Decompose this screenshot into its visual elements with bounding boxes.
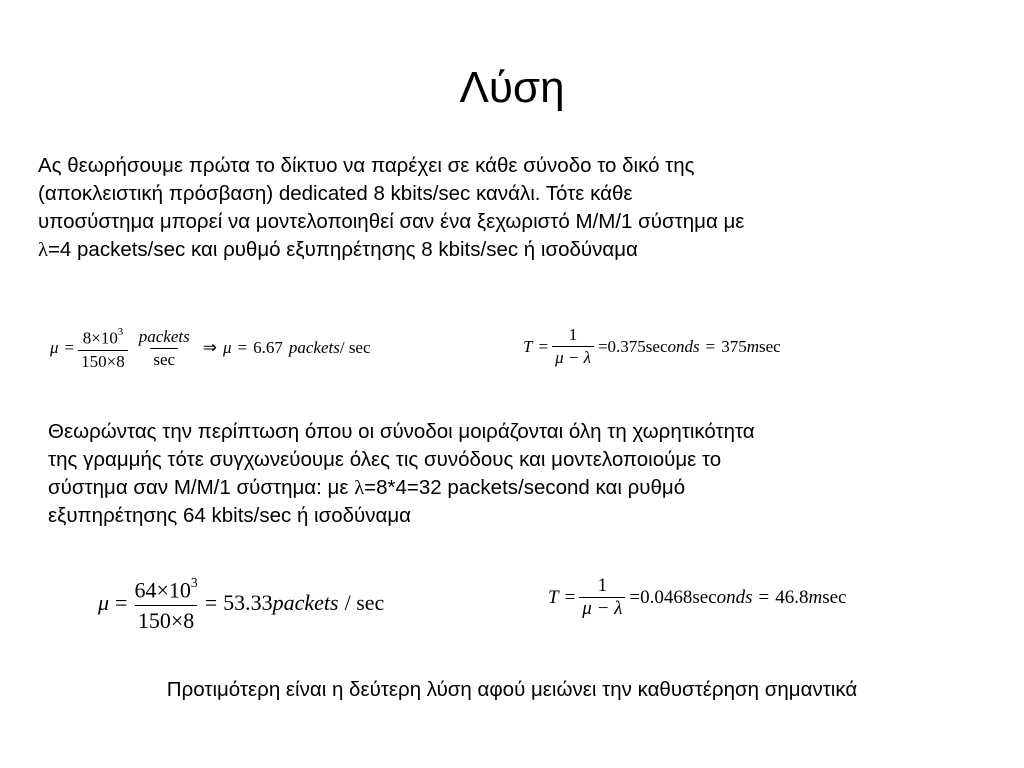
rate-unit-suffix: / sec [344, 590, 385, 616]
slide-title: Λύση [459, 63, 565, 112]
rate-denominator: 150×8 [78, 350, 128, 373]
equals-sign: = [597, 336, 608, 356]
rate-numerator: $8\times 10^3$ [82, 327, 124, 348]
delay-equation-1 [523, 324, 781, 369]
rate-unit: packets [272, 590, 339, 616]
intro-line-4 [38, 236, 744, 264]
lambda-symbol: λ [354, 477, 365, 499]
rate-value: 6.67 [253, 338, 283, 358]
service-rate-equation-1 [50, 324, 371, 373]
equals-sign: = [705, 336, 716, 356]
equals-sign: = [237, 338, 248, 358]
rate-value: 53.33 [223, 590, 273, 616]
delay-value-ms: 46.8 [775, 586, 809, 608]
equals-sign: = [204, 590, 218, 616]
T-symbol: T [523, 336, 533, 356]
delay-fraction [579, 575, 625, 620]
delay-denominator: μ − λ [552, 346, 594, 369]
equals-sign: = [564, 586, 576, 608]
equals-sign: = [115, 590, 128, 616]
rate-fraction [131, 570, 200, 636]
delay-equation-2 [548, 575, 847, 620]
sec-text: sec [822, 586, 847, 608]
onds-text: onds [716, 586, 753, 608]
sec-text: sec [645, 336, 668, 356]
rate-unit: packets [288, 338, 340, 358]
intro-line-1: Ας θεωρήσουμε πρώτα το δίκτυο να παρέχει σε κάθε σύνοδο το δικό της [38, 154, 695, 177]
rate-unit-suffix: / sec [339, 338, 371, 358]
mu-symbol: μ [98, 590, 110, 616]
delay-fraction [552, 324, 594, 369]
delay-numerator: 1 [597, 575, 608, 596]
sec-text: sec [759, 336, 781, 356]
onds-text: onds [667, 336, 700, 356]
mu-symbol: μ [222, 338, 232, 358]
unit-numerator: packets [138, 326, 190, 346]
lambda-symbol: λ [38, 239, 48, 261]
T-symbol: T [548, 586, 559, 608]
unit-fraction [136, 326, 193, 371]
shared-paragraph [48, 418, 755, 530]
shared-line-1: Θεωρώντας την περίπτωση όπου οι σύνοδοι μοιράζονται όλη τη χωρητικότητα [48, 420, 755, 443]
delay-value: 0.375 [607, 336, 646, 356]
milli-prefix: m [808, 586, 823, 608]
intro-line-2: (αποκλειστική πρόσβαση) dedicated 8 kbits/sec κανάλι. Τότε κάθε [38, 182, 633, 205]
delay-value: 0.0468 [640, 586, 693, 608]
intro-line-3: υποσύστημα μπορεί να μοντελοποιηθεί σαν ένα ξεχωριστό M/M/1 σύστημα με [38, 210, 745, 233]
delay-value-ms: 375 [721, 336, 747, 356]
shared-line-4: εξυπηρέτησης 64 kbits/sec ή ισοδύναμα [48, 504, 412, 527]
delay-denominator: μ − λ [579, 597, 625, 620]
sec-text: sec [692, 586, 717, 608]
milli-prefix: m [746, 336, 759, 356]
equals-sign: = [538, 336, 549, 356]
implies-arrow: ⇒ [202, 338, 217, 358]
shared-line-2: της γραμμής τότε συγχωνεύουμε όλες τις συνόδους και μοντελοποιούμε το [48, 448, 722, 471]
shared-line-3: σύστημα σαν M/M/1 σύστημα: με λ=8*4=32 packets/second και ρυθμό [48, 476, 686, 499]
equals-sign: = [64, 338, 75, 358]
service-rate-equation-2 [98, 570, 384, 636]
intro-line-4-text: =4 packets/sec και ρυθμό εξυπηρέτησης 8 kbits/sec ή ισοδύναμα [47, 238, 638, 261]
conclusion-text: Προτιμότερη είναι η δεύτερη λύση αφού μειώνει την καθυστέρηση σημαντικά [166, 678, 858, 701]
intro-paragraph [38, 152, 744, 264]
mu-symbol: μ [50, 338, 59, 358]
delay-numerator: 1 [568, 325, 578, 344]
equals-sign: = [629, 586, 641, 608]
rate-denominator: 150×8 [135, 605, 197, 636]
equals-sign: = [758, 586, 770, 608]
rate-numerator: $64\times 10^3$ [134, 574, 198, 603]
unit-denominator: sec [150, 348, 178, 371]
rate-fraction [78, 324, 128, 373]
